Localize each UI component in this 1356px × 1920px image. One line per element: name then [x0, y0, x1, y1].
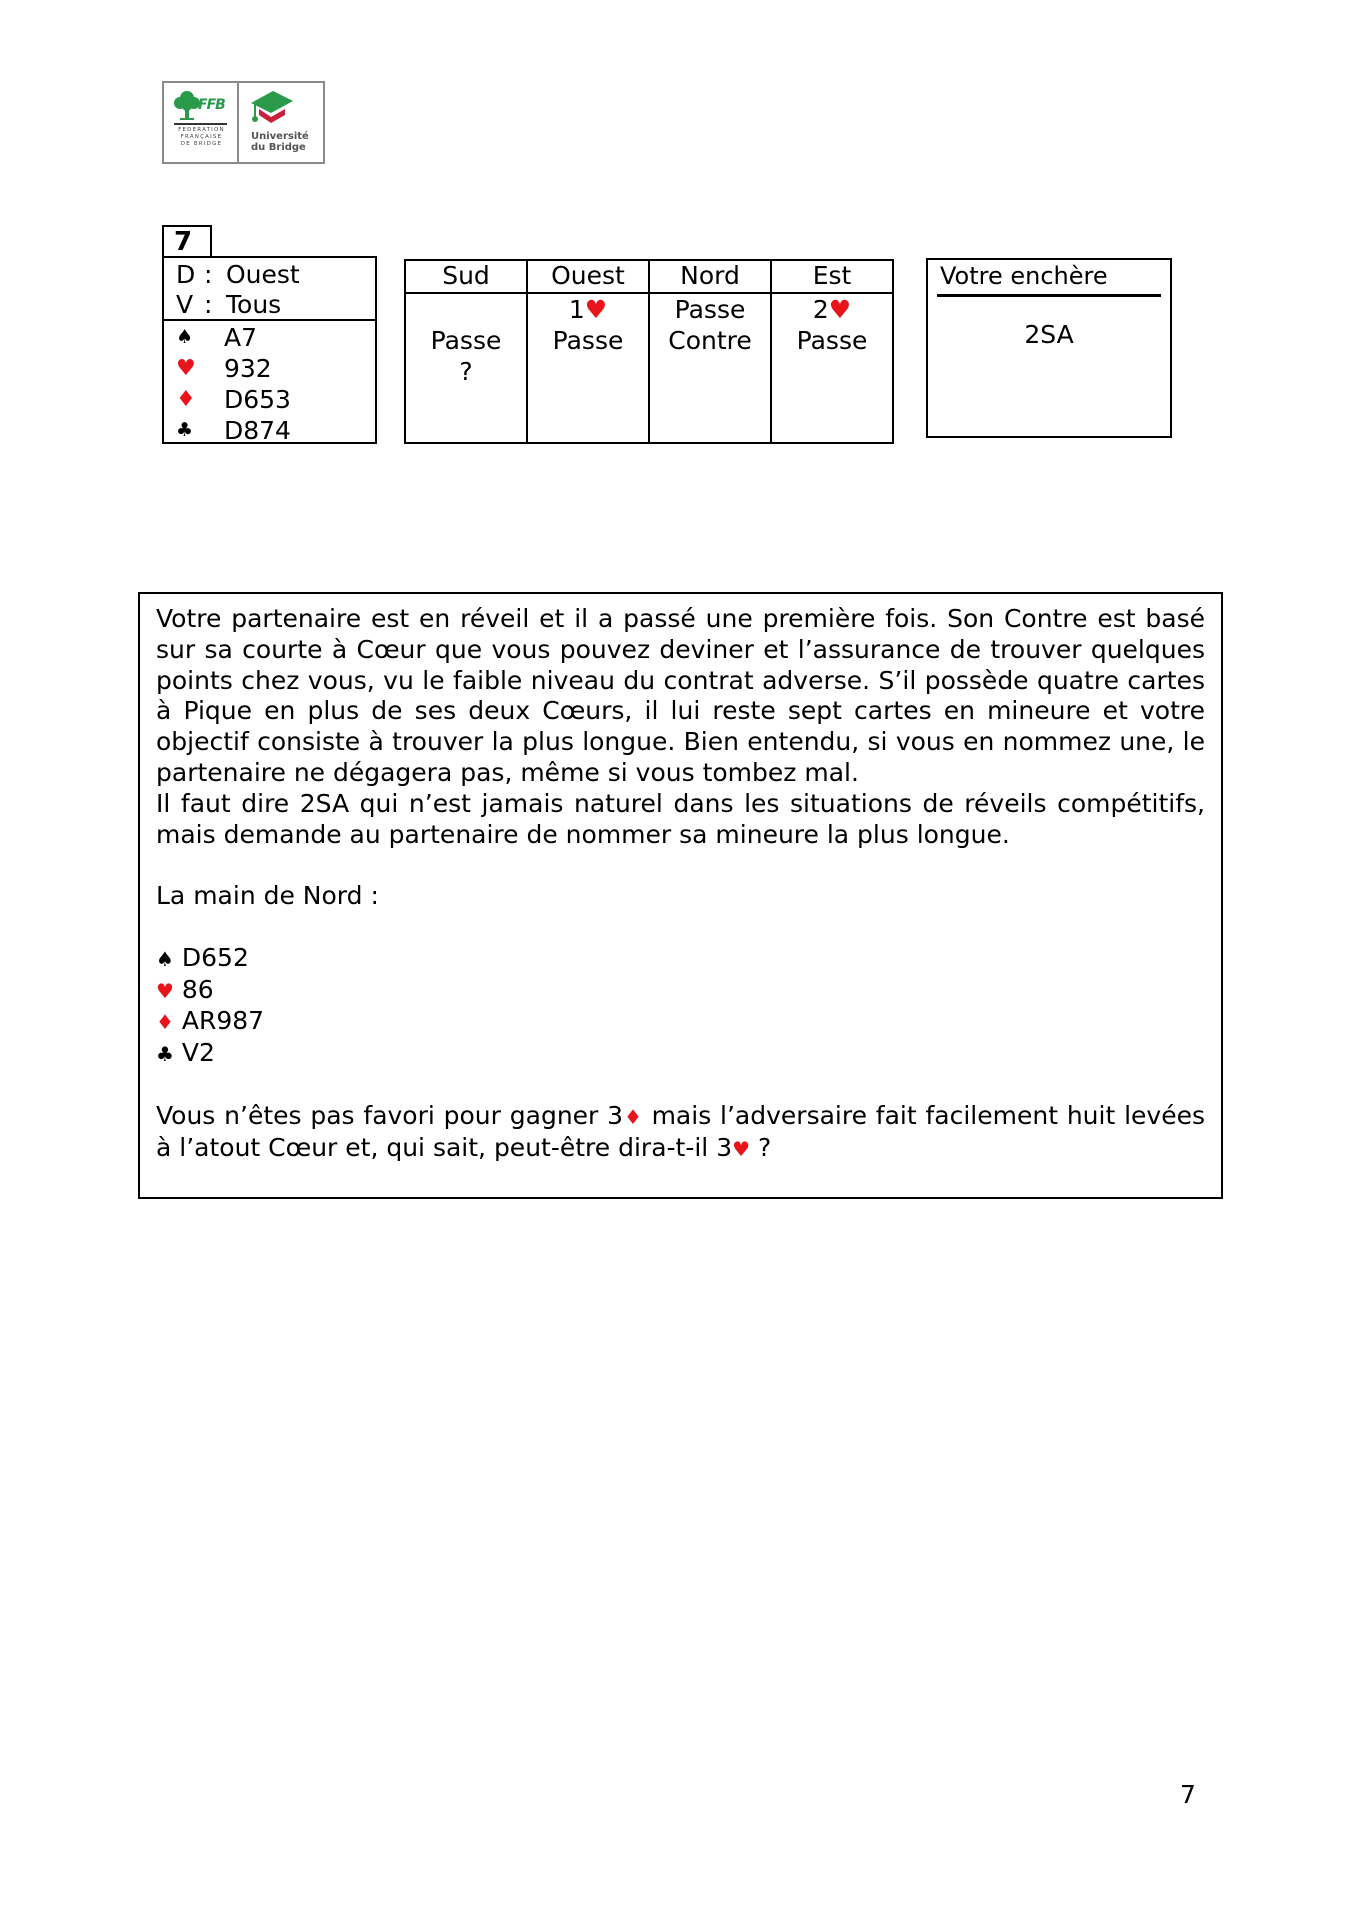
bid-level: 2: [812, 295, 829, 324]
deal-number: 7: [162, 225, 212, 258]
colon: :: [204, 260, 213, 289]
universite-brand-line: Université: [251, 131, 309, 142]
answer-value: 2SA: [1024, 320, 1074, 349]
heart-icon: ♥: [584, 295, 608, 324]
bid-cell: Contre: [668, 326, 752, 355]
club-icon: ♣: [156, 1042, 174, 1067]
heart-icon: ♥: [732, 1136, 751, 1161]
north-spades: [156, 943, 1205, 975]
bidding-header: Sud: [406, 261, 526, 294]
ffb-subtitle-line: FEDERATION: [178, 127, 225, 133]
conclusion-text: Vous n’êtes pas favori pour gagner 3: [156, 1100, 624, 1130]
bid-cell: Passe: [430, 326, 502, 355]
suit-row-hearts: [176, 353, 375, 384]
bid-cell-question: ?: [459, 357, 473, 386]
diamond-icon: ♦: [156, 1010, 174, 1035]
north-heart-cards: 86: [181, 974, 214, 1004]
bid-cell: [772, 294, 892, 325]
logo-divider-line: [174, 123, 227, 125]
ffb-subtitle: [172, 127, 231, 148]
diamond-icon: ♦: [176, 387, 196, 412]
bidding-header: Ouest: [528, 261, 648, 294]
spade-icon: ♠: [156, 946, 174, 971]
heart-icon: ♥: [828, 295, 852, 324]
club-icon: ♣: [176, 419, 194, 441]
bidding-column-est: [772, 261, 892, 442]
south-hand-box: [162, 256, 377, 444]
universite-logo: [239, 83, 323, 162]
heart-icon: ♥: [156, 978, 174, 1003]
diamond-icon: ♦: [623, 1104, 643, 1129]
suit-row-spades: [176, 322, 375, 353]
heart-icon: ♥: [176, 356, 196, 381]
diamond-cards: D653: [224, 385, 291, 414]
hand-suits: [164, 321, 375, 446]
answer-title: Votre enchère: [940, 262, 1108, 290]
ffb-universite-logo: [162, 81, 325, 164]
deal-meta: [164, 258, 375, 321]
colon: :: [204, 290, 213, 319]
north-diamond-cards: AR987: [181, 1006, 265, 1036]
bidding-header: Nord: [650, 261, 770, 294]
universite-brand: [251, 131, 309, 153]
ffb-subtitle-line: DE BRIDGE: [180, 141, 223, 147]
graduation-cap-icon: [247, 89, 297, 127]
bidding-column-ouest: [528, 261, 650, 442]
bid-level: 1: [568, 295, 585, 324]
bid-cell: [528, 294, 648, 325]
page-number: 7: [1180, 1780, 1196, 1809]
dealer-label: D: [176, 260, 196, 289]
conclusion-text: ?: [750, 1132, 772, 1162]
explanation-paragraph-2: Il faut dire 2SA qui n’est jamais naturel dans les situations de réveils compétitifs, mais demande au partenaire de nommer sa mineure la plus longue.: [156, 788, 1205, 849]
explanation-paragraph-1: Votre partenaire est en réveil et il a passé une première fois. Son Contre est basé sur sa courte à Cœur que vous pouvez deviner et l’assurance de trouver quelques points chez vous, vu le faible niveau du contrat adverse. S’il possède quatre cartes à Pique en plus de ses deux Cœurs, il lui reste sept cartes en mineure et votre objectif consiste à trouver la plus longue. Bien entendu, si vous en nommez une, le partenaire ne dégagera pas, même si vous tombez mal.: [156, 604, 1205, 787]
ffb-subtitle-line: FRANÇAISE: [180, 134, 223, 140]
spade-icon: ♠: [176, 326, 194, 348]
bid-cell: Passe: [796, 326, 868, 355]
bidding-header: Est: [772, 261, 892, 294]
explanation-conclusion: [156, 1101, 1205, 1165]
dealer-value: Ouest: [226, 260, 300, 289]
explanation-box: [138, 592, 1223, 1199]
north-clubs: [156, 1038, 1205, 1070]
spade-cards: A7: [224, 323, 258, 352]
ffb-brand: FFB: [198, 97, 225, 113]
bidding-column-nord: [650, 261, 772, 442]
dealer-row: [176, 260, 375, 290]
club-cards: D874: [224, 416, 291, 445]
vulnerability-label: V: [176, 290, 194, 319]
answer-box: [926, 258, 1172, 438]
north-hand: [156, 943, 1205, 1070]
ffb-logo: [164, 83, 239, 162]
north-spade-cards: D652: [181, 942, 249, 972]
suit-row-diamonds: [176, 384, 375, 415]
bidding-column-sud: [406, 261, 528, 442]
bid-cell: [406, 294, 526, 325]
north-hearts: [156, 975, 1205, 1007]
vulnerability-value: Tous: [226, 290, 282, 319]
bid-cell: Passe: [674, 295, 746, 324]
suit-row-clubs: [176, 415, 375, 446]
north-club-cards: V2: [181, 1038, 215, 1068]
bidding-table: [404, 259, 894, 444]
vulnerability-row: [176, 290, 375, 320]
universite-brand-line: du Bridge: [251, 142, 306, 153]
north-hand-title: La main de Nord :: [156, 881, 379, 911]
heart-cards: 932: [224, 354, 272, 383]
north-diamonds: [156, 1006, 1205, 1038]
conclusion-text: mais l’adversaire fait facilement huit levées à l’atout Cœur et, qui sait, peut-être dira-t-il 3: [156, 1100, 1206, 1162]
bid-cell: Passe: [552, 326, 624, 355]
answer-title-underline: [937, 294, 1161, 297]
